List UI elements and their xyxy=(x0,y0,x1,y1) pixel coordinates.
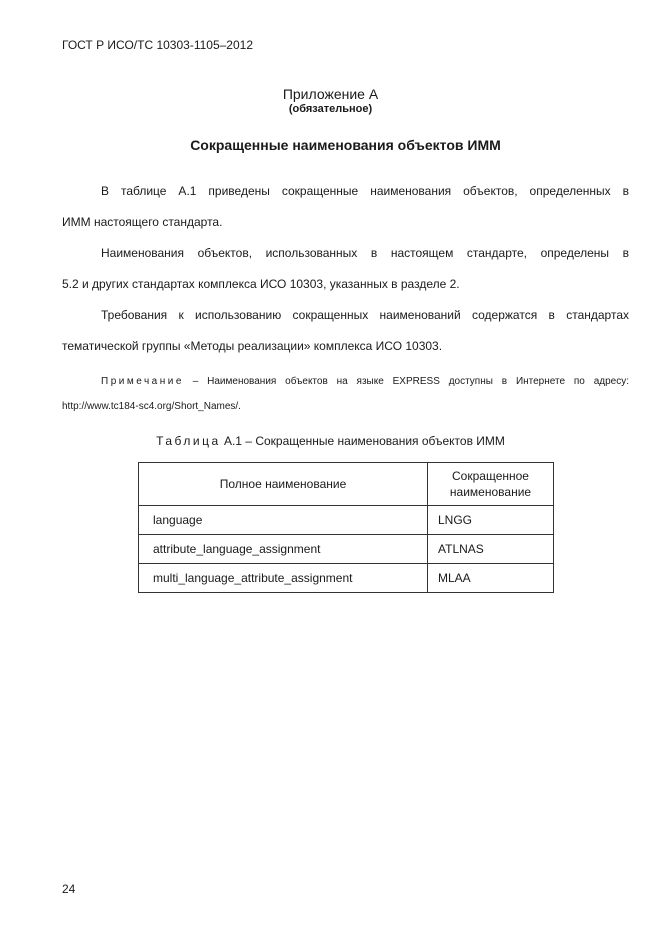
table-caption xyxy=(0,434,661,448)
cell-short-name: LNGG xyxy=(428,506,554,535)
note-line xyxy=(62,376,629,387)
cell-full-name: language xyxy=(139,506,428,535)
column-header-full-name: Полное наименование xyxy=(139,463,428,506)
appendix-title: Приложение А xyxy=(282,86,379,102)
paragraph-line: Наименования объектов, использованных в настоящем стандарте, определены в xyxy=(101,246,629,260)
table-row xyxy=(139,564,554,593)
paragraph-line: ИММ настоящего стандарта. xyxy=(62,215,223,229)
cell-full-name: multi_language_attribute_assignment xyxy=(139,564,428,593)
document-header: ГОСТ Р ИСО/ТС 10303-1105–2012 xyxy=(62,38,253,52)
page-number: 24 xyxy=(62,882,76,896)
paragraph-3 xyxy=(62,308,629,358)
table-row xyxy=(139,506,554,535)
paragraph-line: 5.2 и других стандартах комплекса ИСО 10303, указанных в разделе 2. xyxy=(62,277,460,291)
column-header-short-name: Сокращенное наименование xyxy=(428,463,554,506)
cell-full-name: attribute_language_assignment xyxy=(139,535,428,564)
table-caption-text: А.1 – Сокращенные наименования объектов ИММ xyxy=(220,434,505,448)
paragraph-2 xyxy=(62,246,629,296)
paragraph-line: В таблице А.1 приведены сокращенные наименования объектов, определенных в xyxy=(101,184,629,198)
paragraph-line: Требования к использованию сокращенных наименований содержатся в стандартах xyxy=(101,308,629,322)
table-header-row xyxy=(139,463,554,506)
cell-short-name: MLAA xyxy=(428,564,554,593)
cell-short-name: ATLNAS xyxy=(428,535,554,564)
abbreviations-table xyxy=(138,462,554,593)
note-text: – Наименования объектов на языке EXPRESS доступны в Интернете по адресу: xyxy=(183,376,629,387)
note-url: http://www.tc184-sc4.org/Short_Names/. xyxy=(62,401,241,412)
paragraph-1 xyxy=(62,184,629,234)
section-title: Сокращенные наименования объектов ИММ xyxy=(190,137,501,153)
appendix-subtitle: (обязательное) xyxy=(288,103,373,115)
paragraph-line: тематической группы «Методы реализации» комплекса ИСО 10303. xyxy=(62,339,443,353)
table-caption-label: Таблица xyxy=(156,434,221,448)
table-row xyxy=(139,535,554,564)
note-label: Примечание xyxy=(101,376,184,387)
